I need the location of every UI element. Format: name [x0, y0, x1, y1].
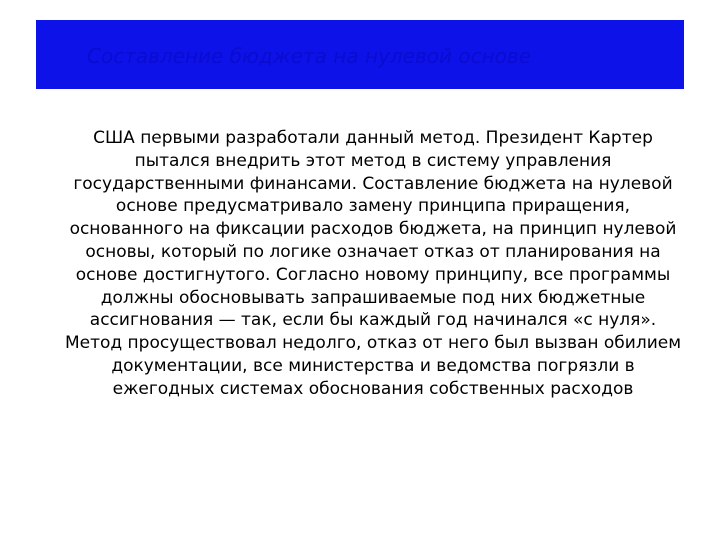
slide-body-text: США первыми разработали данный метод. Президент Картер пытался внедрить этот метод в систему управления государственными финансами. Составление бюджета на нулевой основе предусматривало замену принципа приращения, основанного на фиксации расходов бюджета, на принцип нулевой основы, который по логике означает отказ от планирования на основе достигнутого. Согласно новому принципу, все программы должны обосновывать запрашиваемые под них бюджетные ассигнования — так, если бы каждый год начинался «с нуля». Метод просуществовал недолго, отказ от него был вызван обилием документации, все министерства и ведомства погрязли в ежегодных системах обоснования собственных расходов — [64, 128, 682, 399]
title-bar — [36, 20, 684, 89]
slide-title: Составление бюджета на нулевой основе — [87, 44, 532, 68]
